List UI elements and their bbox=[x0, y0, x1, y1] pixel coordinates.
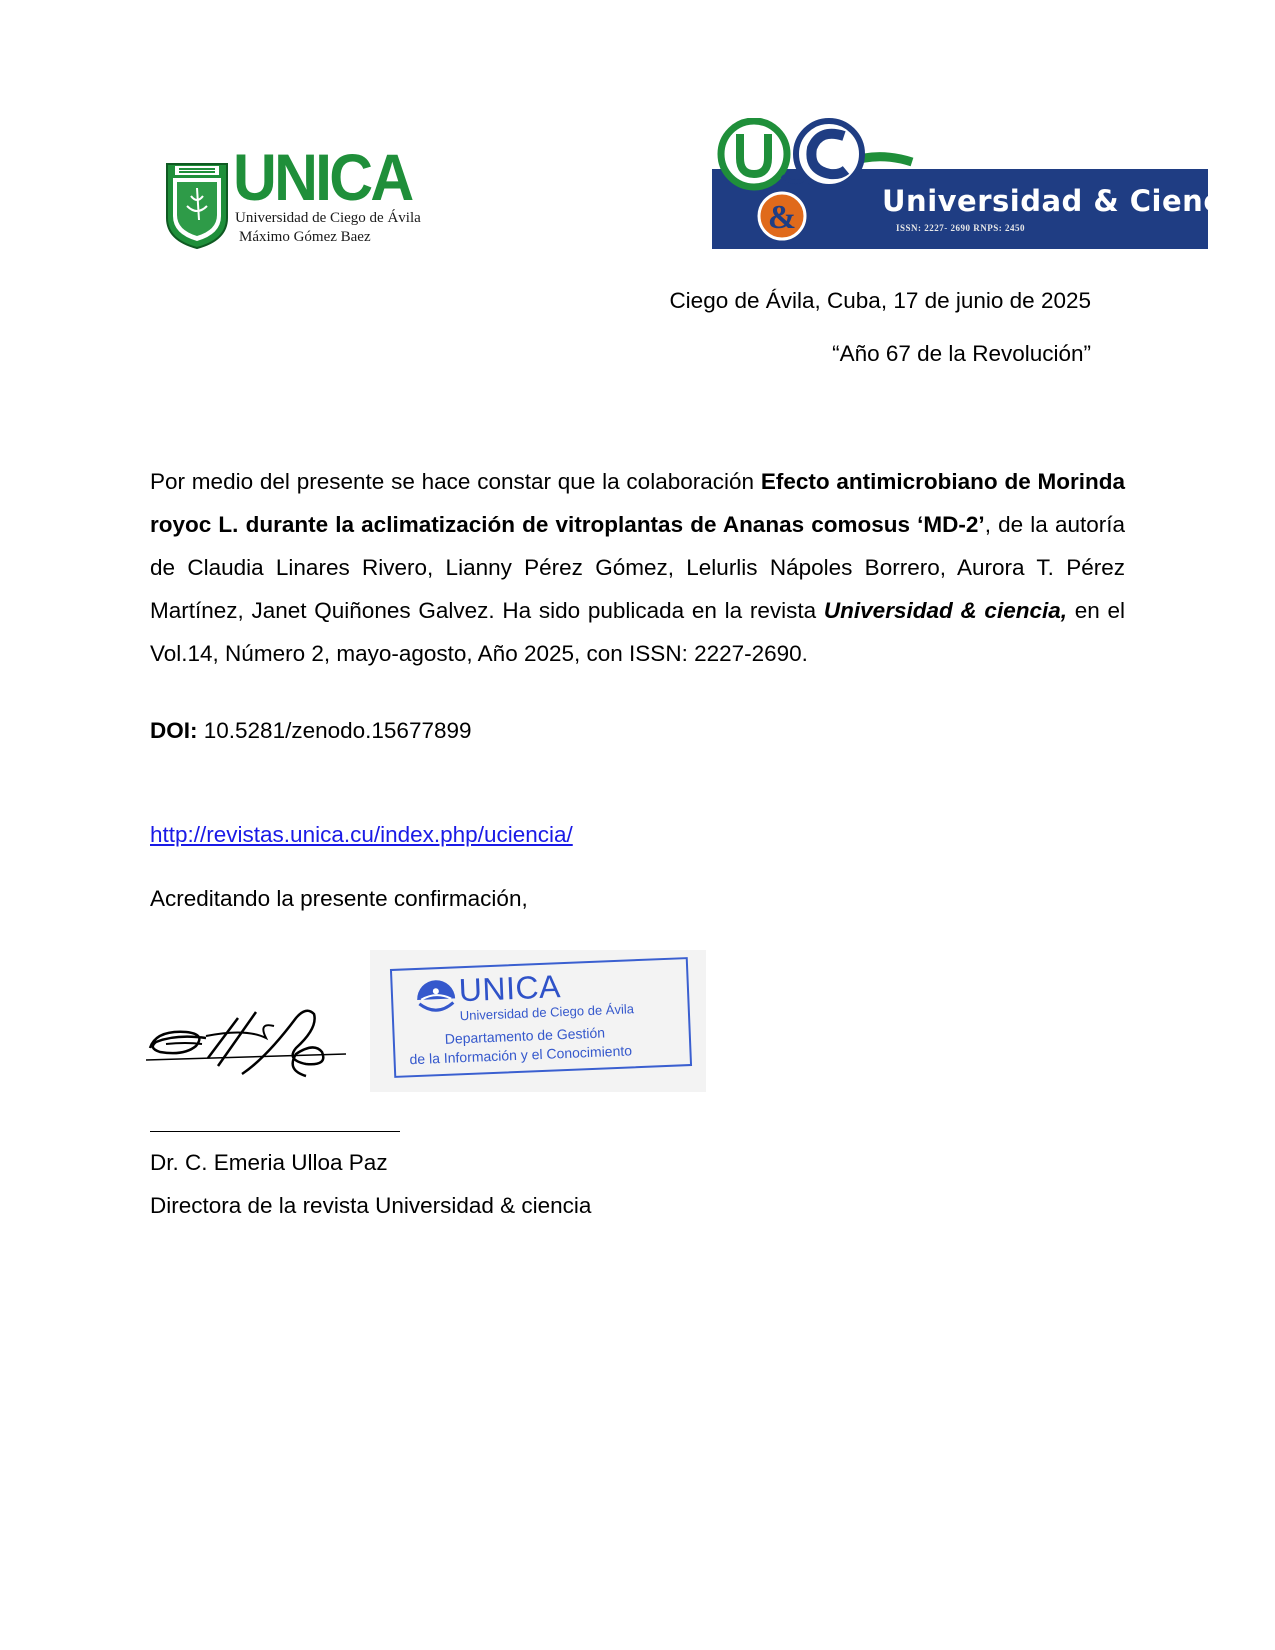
journal-name: Universidad & ciencia, bbox=[823, 598, 1067, 623]
journal-logo bbox=[712, 118, 1252, 249]
journal-url-link[interactable]: http://revistas.unica.cu/index.php/uciencia/ bbox=[150, 822, 573, 847]
doi-line bbox=[150, 718, 472, 744]
certification-paragraph bbox=[150, 460, 1125, 675]
journal-logo-title: Universidad & Ciencia bbox=[882, 184, 1252, 218]
dateline: Ciego de Ávila, Cuba, 17 de junio de 2025 bbox=[669, 288, 1091, 313]
unica-subtitle-name: Máximo Gómez Baez bbox=[239, 229, 371, 245]
unica-shield-icon bbox=[165, 160, 229, 250]
issue-text: en el Vol.14, Número 2, mayo-agosto, Año 2025, con ISSN: 2227-2690. bbox=[150, 598, 1125, 666]
stamp-emblem-icon bbox=[414, 978, 457, 1018]
unica-subtitle-university: Universidad de Ciego de Ávila bbox=[235, 210, 421, 226]
journal-logo-issn: ISSN: 2227- 2690 RNPS: 2450 bbox=[896, 223, 1026, 233]
unica-logo bbox=[165, 140, 421, 253]
signer-name: Dr. C. Emeria Ulloa Paz bbox=[150, 1150, 388, 1175]
article-title: Efecto antimicrobiano de Morinda royoc L. durante la aclimatización de vitroplantas de Ananas comosus ‘MD-2’ bbox=[150, 469, 1125, 537]
doi-value: 10.5281/zenodo.15677899 bbox=[197, 718, 472, 743]
handwritten-signature bbox=[146, 998, 346, 1083]
stamp-department-sub: de la Información y el Conocimiento bbox=[409, 1042, 633, 1068]
signer-role: Directora de la revista Universidad & ciencia bbox=[150, 1193, 592, 1218]
unica-wordmark: UNICA bbox=[233, 140, 412, 214]
intro-text: Por medio del presente se hace constar que la colaboración bbox=[150, 469, 761, 494]
signature-line bbox=[150, 1131, 400, 1132]
svg-text:&: & bbox=[767, 199, 797, 236]
year-motto: “Año 67 de la Revolución” bbox=[832, 341, 1091, 366]
stamp-wordmark: UNICA bbox=[458, 968, 562, 1009]
doi-label: DOI: bbox=[150, 718, 198, 743]
closing-text: Acreditando la presente confirmación, bbox=[150, 886, 528, 911]
department-stamp bbox=[390, 957, 692, 1078]
stamp-university: Universidad de Ciego de Ávila bbox=[459, 1001, 635, 1024]
stamp-department: Departamento de Gestión bbox=[444, 1024, 606, 1047]
authors-text: , de la autoría de Claudia Linares Rivero, Lianny Pérez Gómez, Lelurlis Nápoles Borrero, Aurora T. Pérez Martínez, Janet Quiñones Galvez. Ha sido publicada en la revista bbox=[150, 512, 1125, 623]
